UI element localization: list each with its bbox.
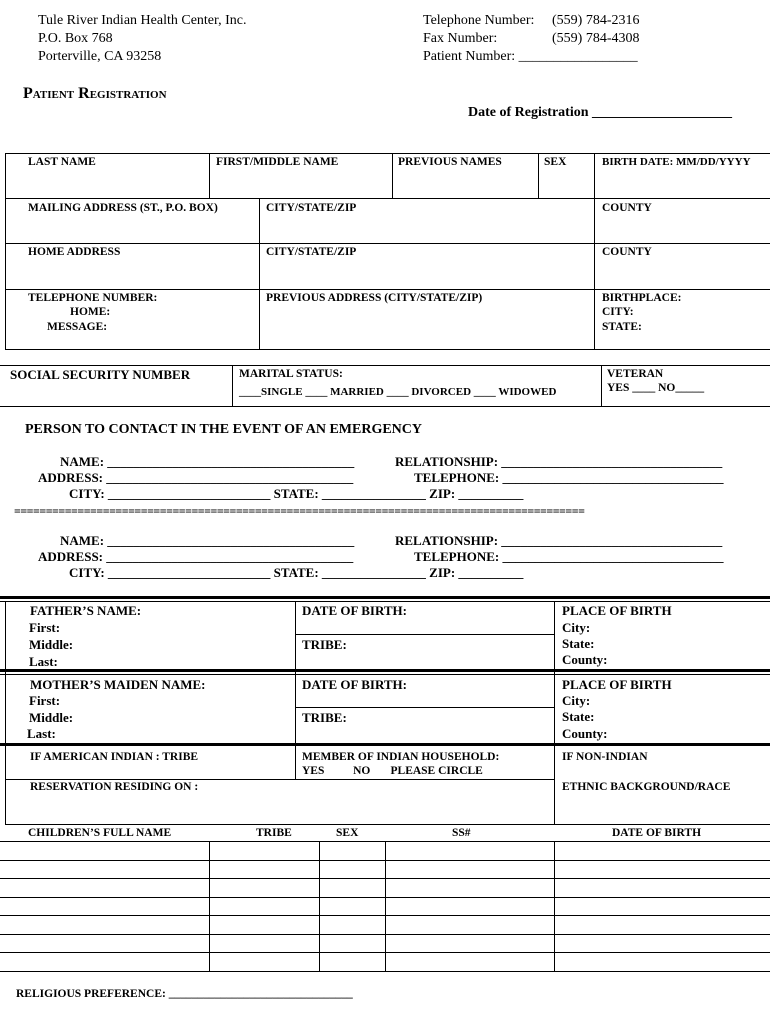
sex-label: SEX [544, 156, 567, 168]
city-state-zip-label: CITY/STATE/ZIP [266, 202, 357, 214]
emergency-name-field[interactable]: NAME: ______________________________________ [60, 454, 355, 469]
fathers-name-label: FATHER’S NAME: [30, 603, 142, 618]
father-county-label: County: [562, 652, 608, 667]
children-tribe-header: TRIBE [256, 827, 292, 839]
mailing-address-label: MAILING ADDRESS (ST., P.O. BOX) [28, 202, 218, 214]
father-city-label: City: [562, 620, 591, 635]
member-household-label: MEMBER OF INDIAN HOUSEHOLD: [302, 751, 500, 763]
telephone-number-label: TELEPHONE NUMBER: [28, 292, 158, 304]
previous-address-label: PREVIOUS ADDRESS (CITY/STATE/ZIP) [266, 292, 483, 304]
org-city: Porterville, CA 93258 [38, 49, 162, 64]
city-state-zip-label: CITY/STATE/ZIP [266, 246, 357, 258]
birthplace-city-label: CITY: [602, 306, 634, 318]
emergency-separator: ========================================================================================== [14, 504, 585, 518]
marital-status-label: MARITAL STATUS: [239, 368, 343, 380]
emergency-telephone-field[interactable]: TELEPHONE: __________________________________ [414, 470, 724, 485]
mother-dob-label: DATE OF BIRTH: [302, 677, 407, 692]
ssn-label: SOCIAL SECURITY NUMBER [10, 367, 191, 382]
patient-number-field[interactable]: Patient Number: _________________ [423, 49, 638, 64]
mother-first-label: First: [29, 693, 61, 708]
father-last-label: Last: [29, 654, 58, 669]
emergency-telephone-field[interactable]: TELEPHONE: __________________________________ [414, 549, 724, 564]
mother-county-label: County: [562, 726, 608, 741]
county-label: COUNTY [602, 202, 652, 214]
ethnic-background-label: ETHNIC BACKGROUND/RACE [562, 781, 731, 793]
telephone-label: Telephone Number: [423, 13, 535, 28]
children-sex-header: SEX [336, 827, 359, 839]
non-indian-label: IF NON-INDIAN [562, 751, 648, 763]
fax-value: (559) 784-4308 [552, 31, 640, 46]
religious-preference-field[interactable]: RELIGIOUS PREFERENCE: ________________________________ [16, 988, 353, 1000]
page-title: Patient Registration [23, 85, 167, 102]
county-label: COUNTY [602, 246, 652, 258]
mothers-maiden-name-label: MOTHER’S MAIDEN NAME: [30, 677, 206, 692]
mother-middle-label: Middle: [29, 710, 74, 725]
home-address-label: HOME ADDRESS [28, 246, 121, 258]
date-of-registration-field[interactable]: Date of Registration ____________________ [468, 105, 733, 120]
american-indian-tribe-label: IF AMERICAN INDIAN : TRIBE [30, 751, 199, 763]
children-dob-header: DATE OF BIRTH [612, 827, 702, 839]
father-middle-label: Middle: [29, 637, 74, 652]
children-full-name-header: CHILDREN’S FULL NAME [28, 827, 172, 839]
reservation-label: RESERVATION RESIDING ON : [30, 781, 199, 793]
emergency-address-field[interactable]: ADDRESS: ______________________________________ [38, 549, 354, 564]
father-place-of-birth-label: PLACE OF BIRTH [562, 603, 672, 618]
org-name: Tule River Indian Health Center, Inc. [38, 13, 247, 28]
birth-date-label: BIRTH DATE: MM/DD/YYYY [602, 156, 751, 168]
father-dob-label: DATE OF BIRTH: [302, 603, 407, 618]
birthplace-state-label: STATE: [602, 321, 642, 333]
emergency-relationship-field[interactable]: RELATIONSHIP: __________________________________ [395, 533, 723, 548]
emergency-city-state-zip-field[interactable]: CITY: _________________________ STATE: ________________ ZIP: __________ [69, 565, 524, 580]
father-first-label: First: [29, 620, 61, 635]
birthplace-label: BIRTHPLACE: [602, 292, 682, 304]
mother-last-label: Last: [27, 726, 56, 741]
telephone-value: (559) 784-2316 [552, 13, 640, 28]
emergency-city-state-zip-field[interactable]: CITY: _________________________ STATE: ________________ ZIP: __________ [69, 486, 524, 501]
mother-place-of-birth-label: PLACE OF BIRTH [562, 677, 672, 692]
first-middle-name-label: FIRST/MIDDLE NAME [216, 156, 339, 168]
veteran-options[interactable]: YES ____ NO_____ [607, 382, 705, 394]
mother-tribe-label: TRIBE: [302, 710, 347, 725]
previous-names-label: PREVIOUS NAMES [398, 156, 502, 168]
message-phone-label: MESSAGE: [47, 321, 108, 333]
marital-status-options[interactable]: ____SINGLE ____ MARRIED ____ DIVORCED ____ WIDOWED [239, 386, 557, 398]
mother-state-label: State: [562, 709, 595, 724]
fax-label: Fax Number: [423, 31, 498, 46]
home-phone-label: HOME: [70, 306, 111, 318]
org-po-box: P.O. Box 768 [38, 31, 113, 46]
children-ss-header: SS# [452, 827, 471, 839]
emergency-name-field[interactable]: NAME: ______________________________________ [60, 533, 355, 548]
father-state-label: State: [562, 636, 595, 651]
yes-no-circle-option[interactable]: YES NO PLEASE CIRCLE [302, 765, 483, 777]
emergency-address-field[interactable]: ADDRESS: ______________________________________ [38, 470, 354, 485]
mother-city-label: City: [562, 693, 591, 708]
emergency-relationship-field[interactable]: RELATIONSHIP: __________________________________ [395, 454, 723, 469]
veteran-label: VETERAN [607, 368, 664, 380]
emergency-heading: PERSON TO CONTACT IN THE EVENT OF AN EMERGENCY [25, 422, 423, 437]
father-tribe-label: TRIBE: [302, 637, 347, 652]
last-name-label: LAST NAME [28, 156, 96, 168]
